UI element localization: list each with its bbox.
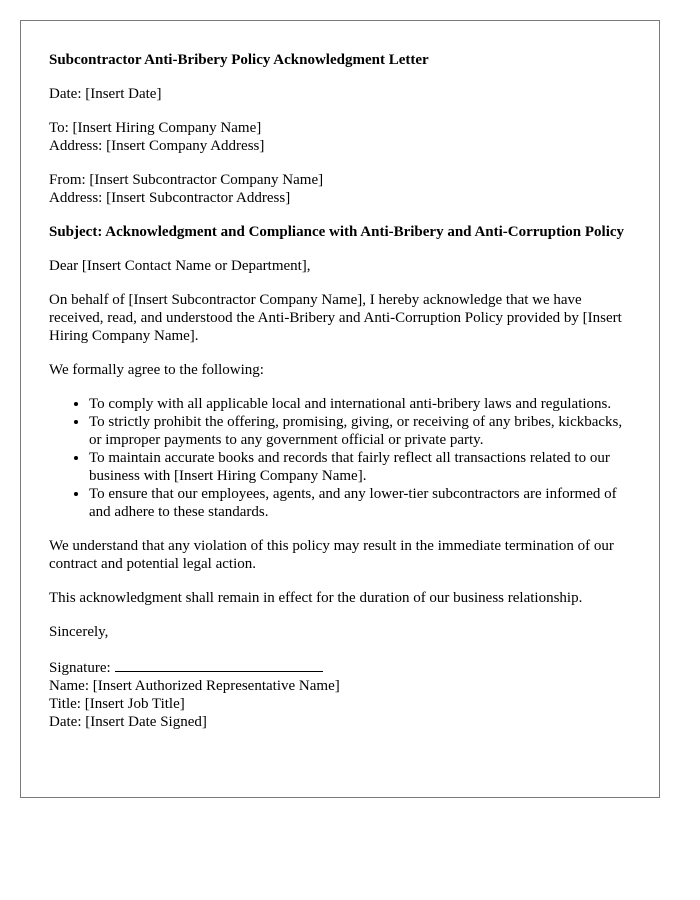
sender-name: From: [Insert Subcontractor Company Name]	[49, 172, 324, 188]
recipient-name: To: [Insert Hiring Company Name]	[49, 120, 262, 136]
signatory-title: Title: [Insert Job Title]	[49, 696, 185, 712]
violation-paragraph: We understand that any violation of this policy may result in the immediate termination of our contract and potential legal action.	[49, 538, 614, 572]
signature-date: Date: [Insert Date Signed]	[49, 714, 207, 730]
list-item: • To maintain accurate books and records that fairly reflect all transactions related to our business with [Insert Hiring Company Name].	[89, 449, 631, 485]
closing: Sincerely,	[49, 624, 109, 640]
letter-document	[20, 20, 660, 798]
date-line: Date: [Insert Date]	[49, 86, 162, 102]
signature-block	[49, 657, 631, 731]
list-item: • To strictly prohibit the offering, promising, giving, or receiving of any bribes, kickbacks, or improper payments to any government official or private party.	[89, 413, 631, 449]
intro-paragraph: On behalf of [Insert Subcontractor Company Name], I hereby acknowledge that we have received, read, and understood the Anti-Bribery and Anti-Corruption Policy provided by [Insert Hiring Company Name].	[49, 292, 622, 344]
signature-row	[49, 657, 631, 677]
salutation: Dear [Insert Contact Name or Department],	[49, 258, 311, 274]
letter-title: Subcontractor Anti-Bribery Policy Acknowledgment Letter	[49, 52, 429, 68]
signature-label: Signature:	[49, 660, 111, 676]
subject-line: Subject: Acknowledgment and Compliance with Anti-Bribery and Anti-Corruption Policy	[49, 224, 625, 240]
list-item: • To ensure that our employees, agents, and any lower-tier subcontractors are informed of and adhere to these standards.	[89, 485, 631, 521]
recipient-address: Address: [Insert Company Address]	[49, 138, 265, 154]
list-item: • To comply with all applicable local and international anti-bribery laws and regulations.	[89, 395, 631, 413]
agreement-list	[49, 395, 631, 521]
signature-line	[115, 657, 323, 672]
recipient-block	[49, 119, 631, 155]
sender-address: Address: [Insert Subcontractor Address]	[49, 190, 291, 206]
sender-block	[49, 171, 631, 207]
signatory-name: Name: [Insert Authorized Representative Name]	[49, 678, 340, 694]
agreement-intro: We formally agree to the following:	[49, 362, 264, 378]
duration-paragraph: This acknowledgment shall remain in effect for the duration of our business relationship.	[49, 590, 583, 606]
